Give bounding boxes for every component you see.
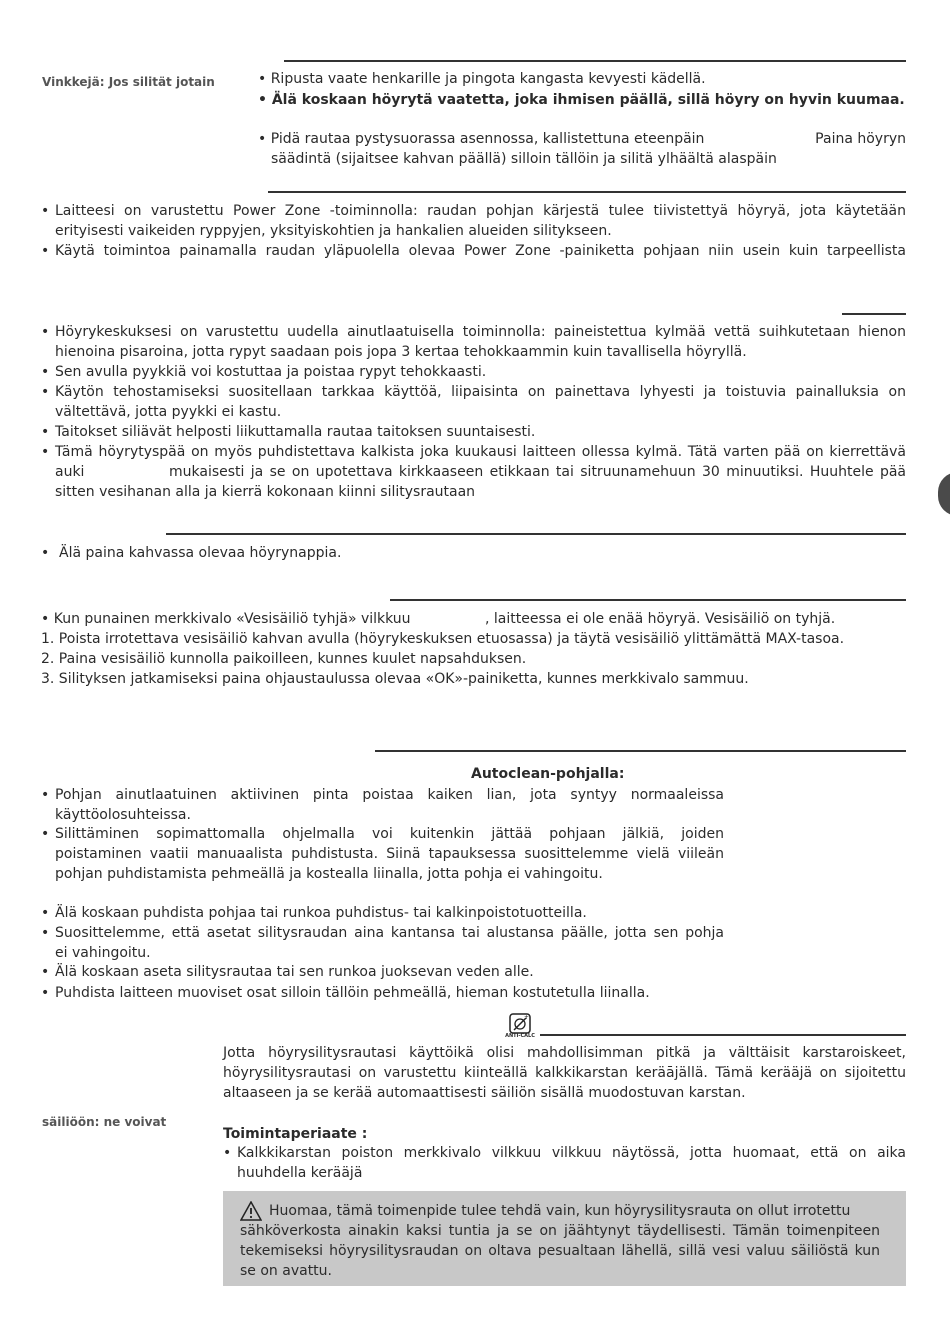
- bullet-dot: •: [41, 424, 50, 440]
- warning-box: [223, 1191, 906, 1286]
- cleaning-text-3: ei vahingoitu.: [55, 945, 151, 961]
- autoclean-heading: Autoclean-pohjalla:: [471, 766, 625, 782]
- bullet-dot: •: [41, 826, 50, 842]
- anti-calc-icon: [506, 1012, 534, 1042]
- cleaning-text-2: Suosittelemme, että asetat silitysraudan aina kantansa tai alustansa päälle, jotta sen pohja: [55, 925, 724, 941]
- power-zone-bullet-2: [41, 241, 906, 261]
- cleaning-bullet-4: [41, 983, 724, 1003]
- vertical-line-3: [258, 129, 906, 149]
- svg-text:+: +: [524, 1014, 530, 1021]
- bullet-dot: •: [41, 324, 50, 340]
- principle-heading: Toimintaperiaate :: [223, 1126, 368, 1142]
- power-zone-bullet-1: [41, 201, 906, 241]
- warning-line-4: se on avattu.: [240, 1263, 332, 1279]
- power-zone-text-3: Käytä toimintoa painamalla raudan yläpuolella olevaa Power Zone -painiketta pohjaan niin usein kuin tarpeellista: [55, 243, 906, 259]
- section-rule-cleaning: [375, 750, 906, 752]
- autoclean-bullet-2: [41, 824, 724, 884]
- autoclean-text-3: Silittäminen sopimattomalla ohjelmalla voi kuitenkin jättää pohjaan jälkiä, joiden: [55, 826, 724, 842]
- bullet-dot: •: [41, 364, 50, 380]
- bullet-dot: •: [41, 964, 50, 980]
- side-label-tank-note: säiliöön: ne voivat: [42, 1115, 167, 1129]
- cleaning-bullet-3: [41, 962, 724, 982]
- autoclean-text-4: poistaminen vaatii manuaalista puhdistusta. Siinä tapauksessa suosittelemme vielä viileän: [55, 846, 724, 862]
- anticalc-para-line-3: altaaseen ja se kerää automaattisesti säiliön sisällä muodostuvan karstan.: [223, 1085, 746, 1101]
- autoclean-text-2: käyttöolosuhteissa.: [55, 807, 191, 823]
- spray-text-5: vältettävä, jotta pyykki ei kastu.: [55, 404, 282, 420]
- spray-text-3: Sen avulla pyykkiä voi kostuttaa ja poistaa rypyt tehokkaasti.: [55, 364, 487, 380]
- cleaning-text-4: Älä koskaan aseta silitysrautaa tai sen runkoa juoksevan veden alle.: [55, 964, 534, 980]
- spray-text-7: Tämä höyrytyspää on myös puhdistettava kalkista joka kuukausi laitteen ollessa kylmä. Tätä varten pää on kierrettävä: [55, 444, 906, 460]
- cleaning-text-1: Älä koskaan puhdista pohjaa tai runkoa puhdistus- tai kalkinpoistotuotteilla.: [55, 905, 587, 921]
- section-rule-button-note: [166, 533, 906, 535]
- spray-bullet-2: [41, 362, 906, 382]
- chapter-thumb-tab: [938, 472, 950, 516]
- refill-step-3: 3. Silityksen jatkamiseksi paina ohjaustaulussa olevaa «OK»-painiketta, kunnes merkkivalo sammuu.: [41, 671, 749, 687]
- warning-line-1: Huomaa, tämä toimenpide tulee tehdä vain, kun höyrysilitysrauta on ollut irrotettu: [269, 1203, 851, 1219]
- spray-bullet-4: [41, 422, 906, 442]
- spray-bullet-5: [41, 442, 906, 502]
- principle-bullet: [223, 1143, 906, 1183]
- autoclean-text-5: pohjan puhdistamista pehmeällä ja kostealla liinalla, jotta pohja ei vahingoitu.: [55, 866, 603, 882]
- button-note-text: Älä paina kahvassa olevaa höyrynappia.: [59, 545, 342, 561]
- anti-calc-icon-label: ANTI-CALC: [505, 1033, 535, 1039]
- warning-line-3: tekemiseksi höyrysilitysraudan on oltava pesualtaan lähellä, sillä vesi valuu säiliöstä kun: [240, 1243, 880, 1259]
- principle-text-1: Kalkkikarstan poiston merkkivalo vilkkuu vilkkuu näytössä, jotta huomaat, että on aika: [237, 1145, 906, 1161]
- spray-text-6: Taitokset siliävät helposti liikuttamalla rautaa taitoksen suuntaisesti.: [55, 424, 536, 440]
- anticalc-para-line-1: Jotta höyrysilitysrautasi käyttöikä olisi mahdollisimman pitkä ja välttäisit karstaroiskeet,: [223, 1045, 906, 1061]
- cleaning-bullet-2: [41, 923, 724, 963]
- cleaning-bullet-1: [41, 903, 724, 923]
- section-rule-refill: [390, 599, 906, 601]
- spray-text-9: sitten vesihanan alla ja kierrä kokonaan kiinni silitysrautaan: [55, 484, 476, 500]
- spray-text-2: hienoina pisaroina, jotta rypyt saadaan pois jopa 3 kertaa tehokkaammin kuin tavallisella höyryllä.: [55, 344, 747, 360]
- refill-step-2: 2. Paina vesisäiliö kunnolla paikoilleen, kunnes kuulet napsahduksen.: [41, 651, 527, 667]
- bullet-dot: •: [223, 1145, 232, 1161]
- button-note: [41, 543, 641, 563]
- autoclean-bullet-1: [41, 785, 724, 825]
- bullet-dot: •: [41, 925, 50, 941]
- bullet-dot: •: [41, 985, 50, 1001]
- spray-text-8b: mukaisesti ja se on upotettava kirkkaaseen etikkaan tai sitruunamehuun 30 minuutiksi. Huuhtele pää: [169, 464, 906, 480]
- principle-text-2: huuhdella kerääjä: [237, 1165, 363, 1181]
- cleaning-text-5: Puhdista laitteen muoviset osat silloin tällöin pehmeällä, hieman kostutetulla liinalla.: [55, 985, 650, 1001]
- vertical-line-3-right: Paina höyryn: [815, 131, 906, 147]
- spray-bullet-1: [41, 322, 906, 362]
- bullet-dot: •: [41, 545, 50, 561]
- power-zone-text-2: erityisesti vaikeiden ryppyjen, yksityiskohtien ja hankalien alueiden silitykseen.: [55, 223, 612, 239]
- section-rule-spray: [842, 313, 906, 315]
- refill-step-1: 1. Poista irrotettava vesisäiliö kahvan avulla (höyrykeskuksen etuosassa) ja täytä vesisäiliö ylittämättä MAX-tasoa.: [41, 631, 845, 647]
- power-zone-text-1: Laitteesi on varustettu Power Zone -toiminnolla: raudan pohjan kärjestä tulee tiivistettyä höyryä, jota käytetään: [55, 203, 906, 219]
- warning-line-2: sähköverkosta ainakin kaksi tuntia ja se on jäähtynyt täydellisesti. Tämän toimenpiteen: [240, 1223, 880, 1239]
- spray-text-1: Höyrykeskuksesi on varustettu uudella ainutlaatuisella toiminnolla: paineistettua kylmää vettä suihkutetaan hienon: [55, 324, 906, 340]
- section-rule-vertical: [284, 60, 906, 62]
- anticalc-para-line-2: höyrysilitysrautasi on varustettu kiinteällä kalkkikarstan keräājällä. Tämä kerääjä on sijoitettu: [223, 1065, 906, 1081]
- refill-line-1b: , laitteessa ei ole enää höyryä. Vesisäiliö on tyhjä.: [485, 611, 836, 627]
- bullet-dot: •: [41, 905, 50, 921]
- warning-icon: [240, 1201, 262, 1221]
- section-rule-anticalc: [540, 1034, 906, 1036]
- refill-line-1a: • Kun punainen merkkivalo «Vesisäiliö tyhjä» vilkkuu: [41, 611, 411, 627]
- vertical-line-3-left: • Pidä rautaa pystysuorassa asennossa, kallistettuna eteenpäin: [258, 131, 705, 147]
- spray-text-8a: auki: [55, 464, 85, 480]
- bullet-dot: •: [41, 787, 50, 803]
- bullet-dot: •: [41, 384, 50, 400]
- vertical-line-1: • Ripusta vaate henkarille ja pingota kangasta kevyesti kädellä.: [258, 71, 706, 87]
- spray-bullet-3: [41, 382, 906, 422]
- side-label-tip: Vinkkejä: Jos silität jotain: [42, 75, 215, 89]
- vertical-line-4: säädintä (sijaitsee kahvan päällä) silloin tällöin ja silitä ylhäältä alaspäin: [271, 151, 777, 167]
- section-rule-power-zone: [268, 191, 906, 193]
- spray-text-4: Käytön tehostamiseksi suositellaan tarkkaa käyttöä, liipaisinta on painettava lyhyesti ja toistuvia painalluksia on: [55, 384, 906, 400]
- bullet-dot: •: [41, 243, 50, 259]
- vertical-line-2-warning: • Älä koskaan höyrytä vaatetta, joka ihmisen päällä, sillä höyry on hyvin kuumaa.: [258, 92, 905, 108]
- bullet-dot: •: [41, 444, 50, 460]
- autoclean-text-1: Pohjan ainutlaatuinen aktiivinen pinta poistaa kaiken lian, jota syntyy normaaleissa: [55, 787, 724, 803]
- bullet-dot: •: [41, 203, 50, 219]
